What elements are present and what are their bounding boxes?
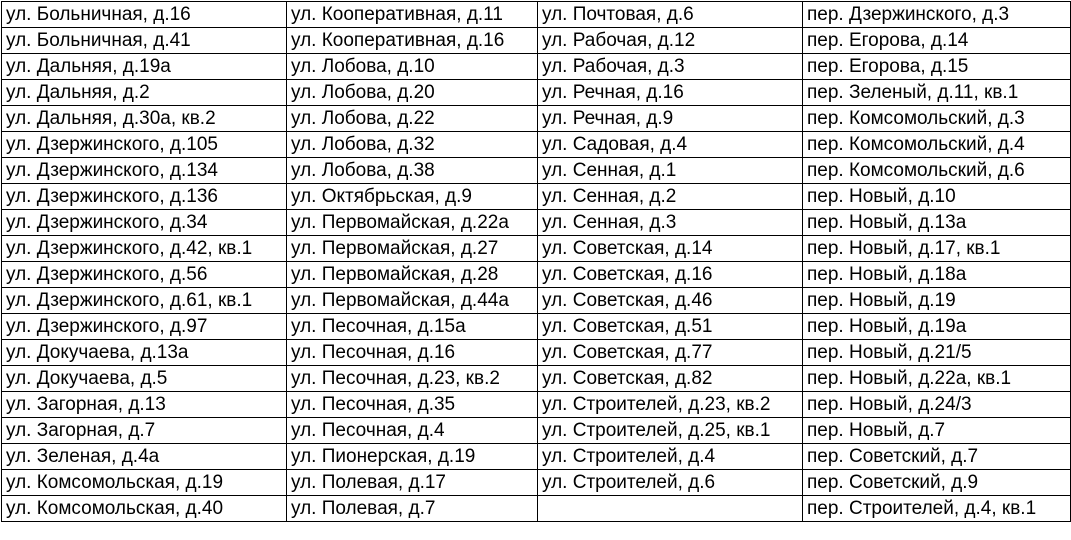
address-cell: ул. Речная, д.9 (538, 106, 803, 132)
table-row (2, 314, 1071, 340)
address-cell: пер. Комсомольский, д.6 (803, 158, 1071, 184)
address-cell: ул. Сенная, д.2 (538, 184, 803, 210)
address-cell: ул. Комсомольская, д.19 (2, 470, 287, 496)
address-cell: ул. Дзержинского, д.105 (2, 132, 287, 158)
address-cell: пер. Зеленый, д.11, кв.1 (803, 80, 1071, 106)
table-row (2, 496, 1071, 522)
address-cell: пер. Егорова, д.15 (803, 54, 1071, 80)
address-cell: пер. Новый, д.7 (803, 418, 1071, 444)
address-cell: ул. Лобова, д.32 (287, 132, 538, 158)
table-row (2, 392, 1071, 418)
table-row (2, 28, 1071, 54)
address-cell: ул. Строителей, д.6 (538, 470, 803, 496)
address-cell: пер. Советский, д.7 (803, 444, 1071, 470)
address-cell: ул. Первомайская, д.22а (287, 210, 538, 236)
address-cell: ул. Дзержинского, д.42, кв.1 (2, 236, 287, 262)
address-cell: пер. Новый, д.19а (803, 314, 1071, 340)
address-cell (538, 496, 803, 522)
address-cell: ул. Пионерская, д.19 (287, 444, 538, 470)
address-cell: ул. Песочная, д.15а (287, 314, 538, 340)
address-cell: ул. Лобова, д.22 (287, 106, 538, 132)
table-row (2, 418, 1071, 444)
table-row (2, 444, 1071, 470)
table-row (2, 470, 1071, 496)
address-cell: ул. Первомайская, д.28 (287, 262, 538, 288)
address-cell: ул. Песочная, д.23, кв.2 (287, 366, 538, 392)
address-cell: пер. Новый, д.13а (803, 210, 1071, 236)
address-cell: ул. Кооперативная, д.16 (287, 28, 538, 54)
address-cell: пер. Новый, д.24/3 (803, 392, 1071, 418)
address-cell: ул. Загорная, д.7 (2, 418, 287, 444)
address-cell: ул. Лобова, д.10 (287, 54, 538, 80)
address-cell: ул. Советская, д.46 (538, 288, 803, 314)
address-cell: ул. Дзержинского, д.134 (2, 158, 287, 184)
table-row (2, 80, 1071, 106)
address-cell: ул. Комсомольская, д.40 (2, 496, 287, 522)
address-cell: ул. Лобова, д.38 (287, 158, 538, 184)
address-cell: ул. Первомайская, д.44а (287, 288, 538, 314)
address-cell: пер. Строителей, д.4, кв.1 (803, 496, 1071, 522)
address-cell: ул. Докучаева, д.5 (2, 366, 287, 392)
address-cell: ул. Советская, д.82 (538, 366, 803, 392)
table-row (2, 288, 1071, 314)
address-cell: ул. Дзержинского, д.97 (2, 314, 287, 340)
address-cell: пер. Новый, д.10 (803, 184, 1071, 210)
table-row (2, 366, 1071, 392)
address-cell: ул. Песочная, д.16 (287, 340, 538, 366)
table-row (2, 184, 1071, 210)
address-cell: ул. Рабочая, д.3 (538, 54, 803, 80)
address-cell: ул. Полевая, д.17 (287, 470, 538, 496)
table-row (2, 236, 1071, 262)
address-cell: пер. Новый, д.18а (803, 262, 1071, 288)
address-cell: пер. Новый, д.22а, кв.1 (803, 366, 1071, 392)
address-table-body (2, 2, 1071, 522)
address-cell: ул. Советская, д.14 (538, 236, 803, 262)
table-row (2, 54, 1071, 80)
address-cell: ул. Песочная, д.35 (287, 392, 538, 418)
address-cell: ул. Советская, д.77 (538, 340, 803, 366)
address-cell: ул. Почтовая, д.6 (538, 2, 803, 28)
address-cell: ул. Докучаева, д.13а (2, 340, 287, 366)
address-cell: ул. Строителей, д.25, кв.1 (538, 418, 803, 444)
address-cell: ул. Полевая, д.7 (287, 496, 538, 522)
address-cell: пер. Дзержинского, д.3 (803, 2, 1071, 28)
address-cell: пер. Комсомольский, д.3 (803, 106, 1071, 132)
address-cell: пер. Новый, д.17, кв.1 (803, 236, 1071, 262)
address-cell: ул. Дзержинского, д.61, кв.1 (2, 288, 287, 314)
table-row (2, 132, 1071, 158)
table-row (2, 262, 1071, 288)
table-row (2, 158, 1071, 184)
address-cell: пер. Комсомольский, д.4 (803, 132, 1071, 158)
address-cell: ул. Больничная, д.41 (2, 28, 287, 54)
address-cell: пер. Новый, д.19 (803, 288, 1071, 314)
address-cell: пер. Советский, д.9 (803, 470, 1071, 496)
address-cell: ул. Строителей, д.23, кв.2 (538, 392, 803, 418)
address-cell: ул. Лобова, д.20 (287, 80, 538, 106)
address-cell: пер. Новый, д.21/5 (803, 340, 1071, 366)
address-cell: ул. Больничная, д.16 (2, 2, 287, 28)
address-cell: ул. Садовая, д.4 (538, 132, 803, 158)
address-cell: ул. Дзержинского, д.56 (2, 262, 287, 288)
address-cell: пер. Егорова, д.14 (803, 28, 1071, 54)
table-row (2, 106, 1071, 132)
address-table (1, 1, 1071, 522)
address-cell: ул. Дзержинского, д.34 (2, 210, 287, 236)
table-row (2, 340, 1071, 366)
address-cell: ул. Рабочая, д.12 (538, 28, 803, 54)
table-row (2, 2, 1071, 28)
address-cell: ул. Дальняя, д.30а, кв.2 (2, 106, 287, 132)
address-cell: ул. Песочная, д.4 (287, 418, 538, 444)
address-cell: ул. Строителей, д.4 (538, 444, 803, 470)
address-cell: ул. Октябрьская, д.9 (287, 184, 538, 210)
table-row (2, 210, 1071, 236)
address-cell: ул. Дзержинского, д.136 (2, 184, 287, 210)
address-cell: ул. Дальняя, д.2 (2, 80, 287, 106)
address-cell: ул. Речная, д.16 (538, 80, 803, 106)
address-cell: ул. Первомайская, д.27 (287, 236, 538, 262)
address-cell: ул. Советская, д.16 (538, 262, 803, 288)
address-cell: ул. Зеленая, д.4а (2, 444, 287, 470)
address-cell: ул. Загорная, д.13 (2, 392, 287, 418)
address-cell: ул. Сенная, д.3 (538, 210, 803, 236)
address-cell: ул. Сенная, д.1 (538, 158, 803, 184)
address-cell: ул. Советская, д.51 (538, 314, 803, 340)
address-cell: ул. Кооперативная, д.11 (287, 2, 538, 28)
address-cell: ул. Дальняя, д.19а (2, 54, 287, 80)
